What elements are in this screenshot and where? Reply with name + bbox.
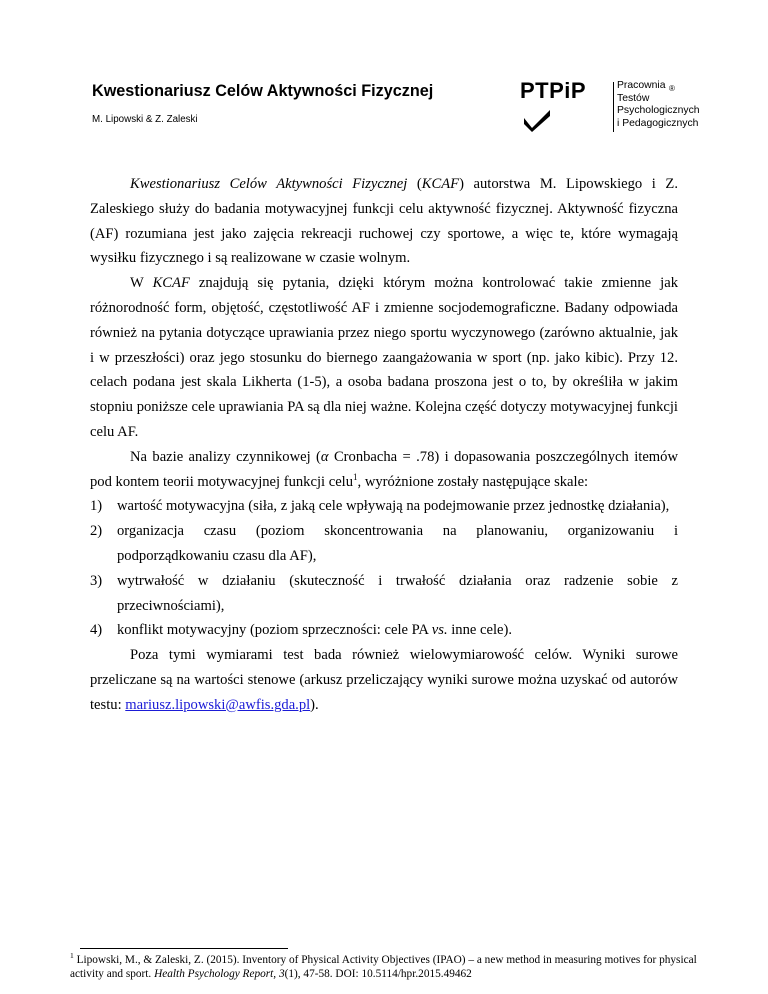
questionnaire-name: Kwestionariusz Celów Aktywności Fizycznej <box>130 176 408 192</box>
list-text-italic: vs. <box>431 622 448 639</box>
text-span: ) autorstwa M. Lipowskiego i Z. Zaleskiego służy do badania motywacyjnej funkcji celu aktywność fizycznej. Aktywność fizyczna (AF) rozumiana jest jako zajęcia rekreacji ruchowej czy sportowe, a więc te, które wymagają wysiłku fizycznego i są realizowane w czasie wolnym. <box>90 176 678 267</box>
text-span: ( <box>407 176 422 192</box>
list-number: 2) <box>90 523 103 540</box>
questionnaire-abbr: KCAF <box>152 275 190 292</box>
document-authors: M. Lipowski & Z. Zaleski <box>92 114 198 125</box>
scales-list <box>90 494 678 643</box>
document-title: Kwestionariusz Celów Aktywności Fizycznej <box>92 82 434 100</box>
list-number: 1) <box>90 498 103 515</box>
text-span: Na bazie analizy czynnikowej ( <box>130 448 321 465</box>
questionnaire-abbr: KCAF <box>421 176 460 192</box>
list-item <box>90 618 678 643</box>
footnote-mark: 1 <box>70 951 74 961</box>
footnote-journal: Health Psychology Report, 3 <box>154 968 285 980</box>
logo-line: i Pedagogicznych <box>617 117 699 129</box>
logo-line: Testów <box>617 92 650 104</box>
email-link[interactable]: mariusz.lipowski@awfis.gda.pl <box>125 696 311 713</box>
text-span: znajdują się pytania, dzięki którym można kontrolować takie zmienne jak różnorodność form, objętość, częstotliwość AF i zmienne socjodemograficzne. Badany odpowiada również na pytania dotyczące uprawiania przez niego sportu wyczynowego (zarówno aktualnie, jak i w przeszłości) oraz jego stosunku do biernego zaangażowania w sport (np. jako kibic). Przy 12. celach podana jest skala Likherta (1-5), a osoba badana proszona jest o to, by określiła w jakim stopniu poniższe cele uprawiania PA są dla niej ważne. Kolejna część dotyczy motywacyjnej funkcji celu AF. <box>90 275 678 440</box>
logo-line: Pracownia <box>617 80 666 91</box>
list-text: inne cele). <box>447 622 513 639</box>
paragraph-scales-intro <box>90 445 678 495</box>
list-item <box>90 519 678 569</box>
registered-mark: ® <box>669 84 675 93</box>
list-text: konflikt motywacyjny (poziom sprzeczności: cele PA <box>117 622 432 639</box>
list-text: organizacja czasu (poziom skoncentrowania na planowaniu, organizowaniu i podporządkowaniu czasu dla AF), <box>117 523 678 564</box>
list-text: wytrwałość w działaniu (skuteczność i trwałość działania oraz radzenie sobie z przeciwnościami), <box>117 572 678 614</box>
footnote <box>70 953 702 981</box>
text-span: , wyróżnione zostały następujące skale: <box>357 473 589 490</box>
list-item <box>90 569 678 619</box>
logo-brand: PTPiP <box>520 78 587 103</box>
logo-org-name <box>617 80 700 130</box>
logo-line: Psychologicznych <box>617 105 700 117</box>
text-span: W <box>130 275 153 292</box>
alpha-symbol: α <box>320 448 329 465</box>
list-text: wartość motywacyjna (siła, z jaką cele wpływają na podejmowanie przez jednostkę działania), <box>117 498 670 515</box>
logo-divider <box>613 82 614 132</box>
list-item <box>90 494 678 519</box>
text-span: Cronbacha = .78) i dopasowania poszczególnych itemów pod kontem teorii motywacyjnej funkcji celu <box>90 448 678 490</box>
checkmark-icon <box>522 108 552 132</box>
footnote-text: (1), 47-58. DOI: 10.5114/hpr.2015.49462 <box>284 968 472 980</box>
footnote-ref: 1 <box>353 471 358 482</box>
footnote-divider <box>80 948 288 949</box>
text-span: Poza tymi wymiarami test bada również wielowymiarowość celów. Wyniki surowe przeliczane są na wartości stenowe (arkusz przeliczający wyniki surowe można uzyskać od autorów testu: <box>90 647 678 713</box>
footnote-text: Lipowski, M., & Zaleski, Z. (2015). Inventory of Physical Activity Objectives (IPAO) – a new method in measuring motives for physical activity and sport. <box>70 954 697 980</box>
list-number: 3) <box>90 572 103 589</box>
document-body <box>90 172 678 718</box>
text-span: ). <box>310 696 319 713</box>
list-number: 4) <box>90 622 103 639</box>
paragraph-contents <box>90 271 678 445</box>
paragraph-intro <box>90 172 678 271</box>
paragraph-scoring <box>90 643 678 717</box>
ptpip-logo <box>520 78 700 136</box>
